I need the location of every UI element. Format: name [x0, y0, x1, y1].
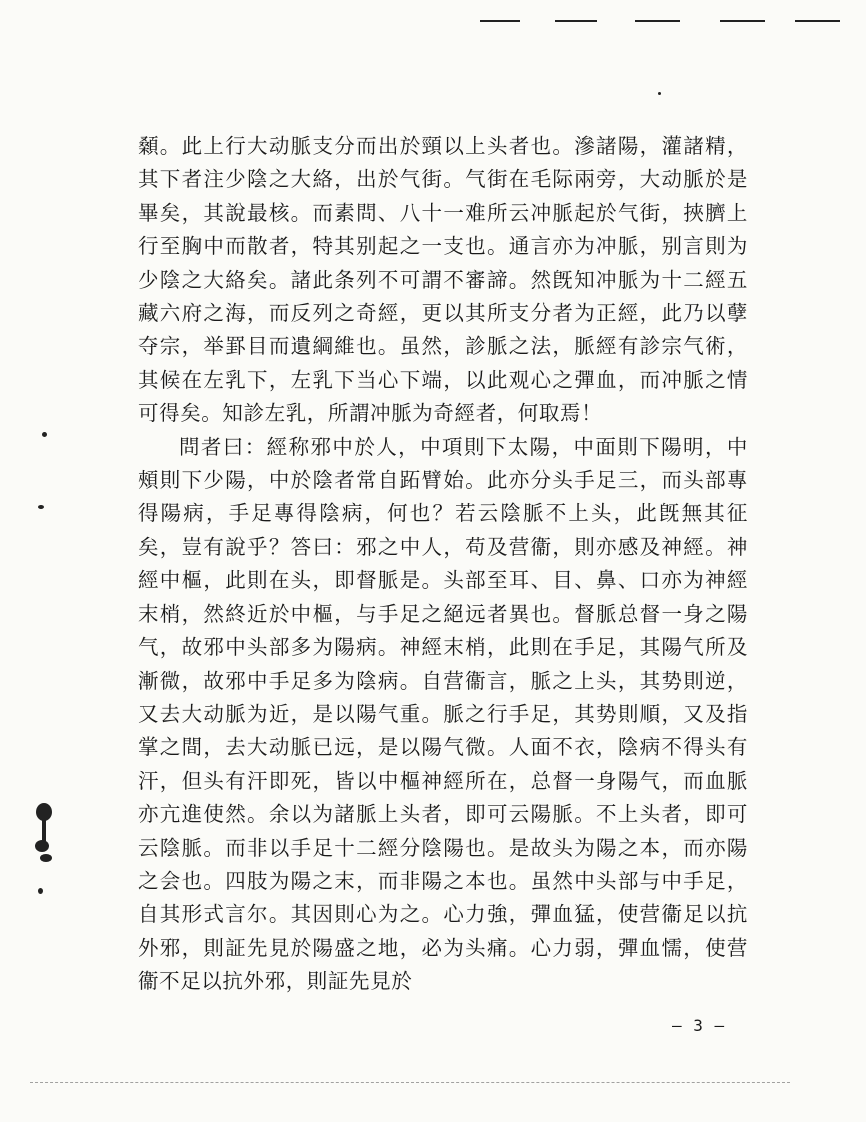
margin-ink-blot — [30, 800, 60, 910]
paragraph-1: 顙。此上行大动脈支分而出於頸以上头者也。滲諸陽，灌諸精，其下者注少陰之大絡，出於气街。气街在毛际兩旁，大动脈於是畢矣，其說最核。而素問、八十一难所云冲脈起於气街，挾臍上行至胸中而散者，特其别起之一支也。通言亦为冲脈，别言則为少陰之大絡矣。諸此条列不可謂不審諦。然旣知冲脈为十二經五藏六府之海，而反列之奇經，更以其所支分者为正經，此乃以孽夺宗，举罫目而遺綱維也。虽然，診脈之法，脈經有診宗气術，其候在左乳下，左乳下当心下端，以此观心之彈血，而冲脈之情可得矣。知診左乳，所謂冲脈为奇經者，何取焉！ — [138, 134, 748, 426]
body-text — [138, 130, 748, 999]
scan-speck — [42, 432, 47, 437]
footer-rule — [30, 1082, 790, 1084]
scan-speck — [38, 505, 44, 509]
paragraph-2: 問者曰：經称邪中於人，中項則下太陽，中面則下陽明，中頰則下少陽，中於陰者常自跖臂始。此亦分头手足三，而头部專得陽病，手足專得陰病，何也？若云陰脈不上头，此旣無其征矣，豈有說乎？答曰：邪之中人，苟及营衞，則亦感及神經。神經中樞，此則在头，即督脈是。头部至耳、目、鼻、口亦为神經末梢，然終近於中樞，与手足之絕远者異也。督脈总督一身之陽气，故邪中头部多为陽病。神經末梢，此則在手足，其陽气所及漸微，故邪中手足多为陰病。自营衞言，脈之上头，其势則逆，又去大动脈为近，是以陽气重。脈之行手足，其势則順，又及指掌之間，去大动脈已远，是以陽气微。人面不衣，陰病不得头有汗，但头有汗即死，皆以中樞神經所在，总督一身陽气，而血脈亦亢進使然。余以为諸脈上头者，即可云陽脈。不上头者，即可云陰脈。而非以手足十二經分陰陽也。是故头为陽之本，而亦陽之会也。四肢为陽之末，而非陽之本也。虽然中头部与中手足，自其形式言尔。其因則心为之。心力強，彈血猛，使营衞足以抗外邪，則証先見於陽盛之地，必为头痛。心力弱，彈血懦，使营衞不足以抗外邪，則証先見於 — [138, 434, 748, 994]
page-number: — 3 — — [672, 1016, 726, 1035]
header-rules — [480, 20, 866, 24]
scan-speck — [658, 92, 661, 95]
